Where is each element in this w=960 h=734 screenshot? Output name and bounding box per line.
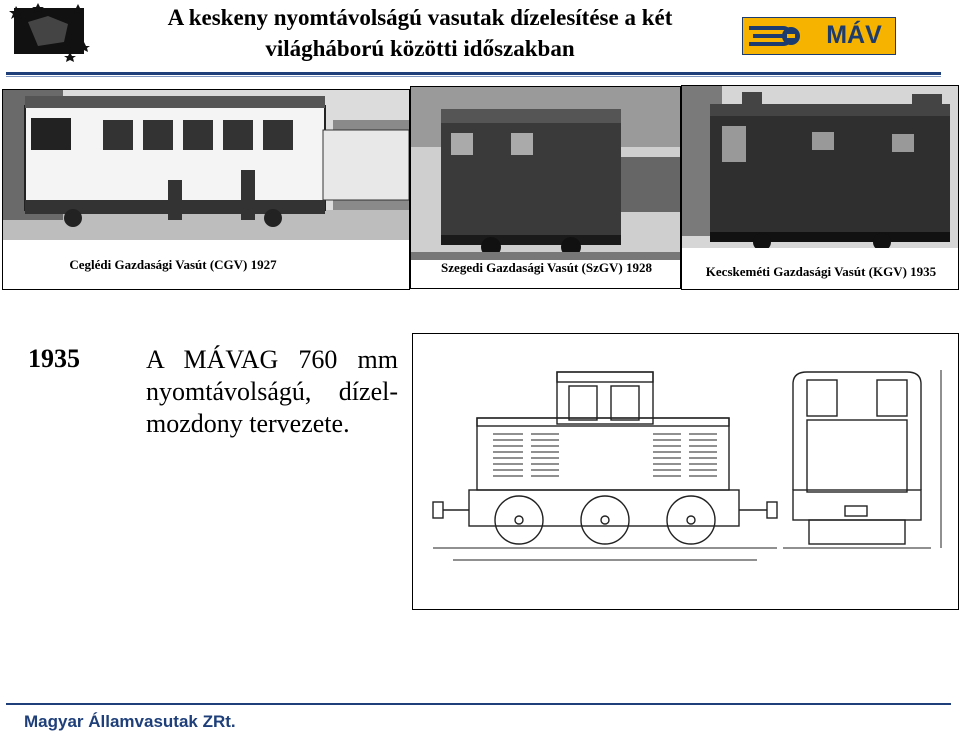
emblem-logo [8, 2, 90, 64]
footer-company-name: Magyar Államvasutak ZRt. [24, 712, 236, 731]
photo-caption: Kecskeméti Gazdasági Vasút (KGV) 1935 [705, 264, 937, 279]
year-label: 1935 [28, 344, 80, 373]
header-divider-thin [6, 76, 941, 77]
photo-szgv-locomotive [410, 86, 681, 289]
locomotive-image [411, 87, 681, 289]
photo-caption: Ceglédi Gazdasági Vasút (CGV) 1927 [69, 257, 277, 272]
kgv-locomotive-image [682, 86, 959, 290]
mav-logo [742, 17, 896, 55]
photo-caption: Szegedi Gazdasági Vasút (SzGV) 1928 [441, 260, 652, 275]
header-divider [6, 72, 941, 75]
mav-wings-icon [743, 18, 811, 54]
footer-divider [6, 703, 951, 705]
title-line-1: A keskeny nyomtávolságú vasutak dízelesítése a két [167, 5, 673, 30]
page-title [100, 2, 740, 64]
design-description: A MÁVAG 760 mm nyomtávolságú, dízel-mozdony tervezete. [146, 345, 398, 438]
photo-cgv-railcar [2, 89, 410, 290]
title-line-2: világháború közötti időszakban [265, 36, 575, 61]
locomotive-technical-drawing [412, 333, 959, 610]
photo-kgv-locomotive [681, 85, 959, 290]
technical-drawing-image [413, 334, 958, 609]
mav-logo-text: MÁV [826, 21, 882, 49]
